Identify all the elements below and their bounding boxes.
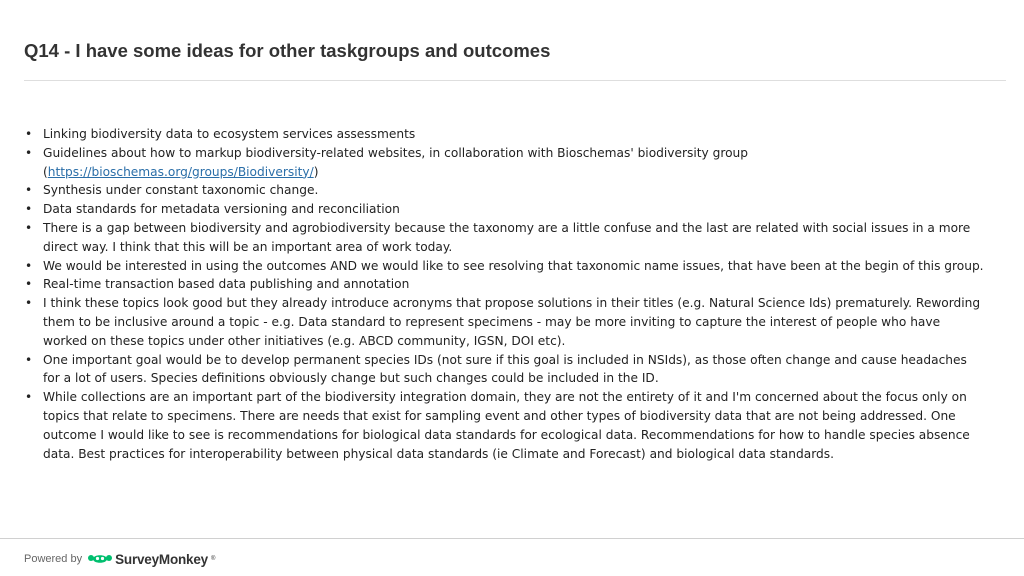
- bullet-icon: •: [25, 145, 33, 160]
- response-text: While collections are an important part of the biodiversity integration domain, they are not the entirety of it and I'm concerned about the focus only on topics that relate to specimens. There are needs that exist for sampling event and other types of biodiversity data that are not being addressed. One outcome I would like to see is recommendations for biological data standards for ecological data. Recommendations for how to handle species absence data. Best practices for interoperability between physical data standards (ie Climate and Forecast) and biological data standards.: [43, 390, 970, 461]
- response-text: Synthesis under constant taxonomic change.: [43, 183, 319, 198]
- response-text: ): [313, 164, 319, 179]
- list-item: [24, 219, 984, 257]
- bullet-icon: •: [25, 220, 33, 235]
- surveymonkey-logo-icon: [88, 552, 112, 566]
- footer-divider: [0, 538, 1024, 539]
- surveymonkey-brand: SurveyMonkey: [115, 551, 208, 567]
- bullet-icon: •: [25, 352, 33, 367]
- footer: [24, 548, 215, 570]
- title-divider: [24, 80, 1006, 81]
- list-item: [24, 125, 984, 144]
- trademark-symbol: ®: [211, 556, 216, 562]
- bioschemas-link[interactable]: https://bioschemas.org/groups/Biodiversity/: [47, 164, 314, 179]
- bullet-icon: •: [25, 127, 33, 141]
- powered-by-label: Powered by: [24, 553, 83, 565]
- list-item: [24, 144, 984, 182]
- bullet-icon: •: [25, 296, 33, 311]
- response-list: [24, 125, 984, 463]
- response-text: Guidelines about how to markup biodiversity-related websites, in collaboration with Bioschemas' biodiversity group (: [43, 145, 748, 179]
- list-item: [24, 181, 984, 200]
- response-text: I think these topics look good but they already introduce acronyms that propose solutions in their titles (e.g. Natural Science Ids) prematurely. Rewording them to be inclusive around a topic - e.g. Data standard to represent specimens - may be more inviting to capture the interest of people who have worked on these topics under other initiatives (e.g. ABCD community, IGSN, DOI etc).: [43, 296, 981, 348]
- bullet-icon: •: [25, 390, 33, 405]
- list-item: [24, 294, 984, 350]
- list-item: [24, 388, 984, 463]
- page-title: Q14 - I have some ideas for other taskgroups and outcomes: [24, 40, 551, 61]
- bullet-icon: •: [25, 277, 33, 292]
- bullet-icon: •: [25, 202, 33, 217]
- list-item: [24, 351, 984, 389]
- bullet-icon: •: [25, 183, 33, 198]
- list-item: [24, 275, 984, 294]
- list-item: [24, 257, 984, 276]
- response-text: There is a gap between biodiversity and agrobiodiversity because the taxonomy are a little confuse and the last are related with social issues in a more direct way. I think that this will be an important area of work today.: [43, 220, 971, 254]
- surveymonkey-logo[interactable]: [88, 552, 215, 567]
- list-item: [24, 200, 984, 219]
- bullet-icon: •: [25, 258, 33, 273]
- response-text: We would be interested in using the outcomes AND we would like to see resolving that taxonomic name issues, that have been at the begin of this group.: [43, 258, 984, 273]
- response-text: Data standards for metadata versioning and reconciliation: [43, 202, 400, 217]
- response-text: Real-time transaction based data publishing and annotation: [43, 277, 410, 292]
- response-text: Linking biodiversity data to ecosystem services assessments: [43, 127, 416, 141]
- response-text: One important goal would be to develop permanent species IDs (not sure if this goal is included in NSIds), as those often change and cause headaches for a lot of users. Species definitions obviously change but such changes could be included in the ID.: [43, 352, 967, 386]
